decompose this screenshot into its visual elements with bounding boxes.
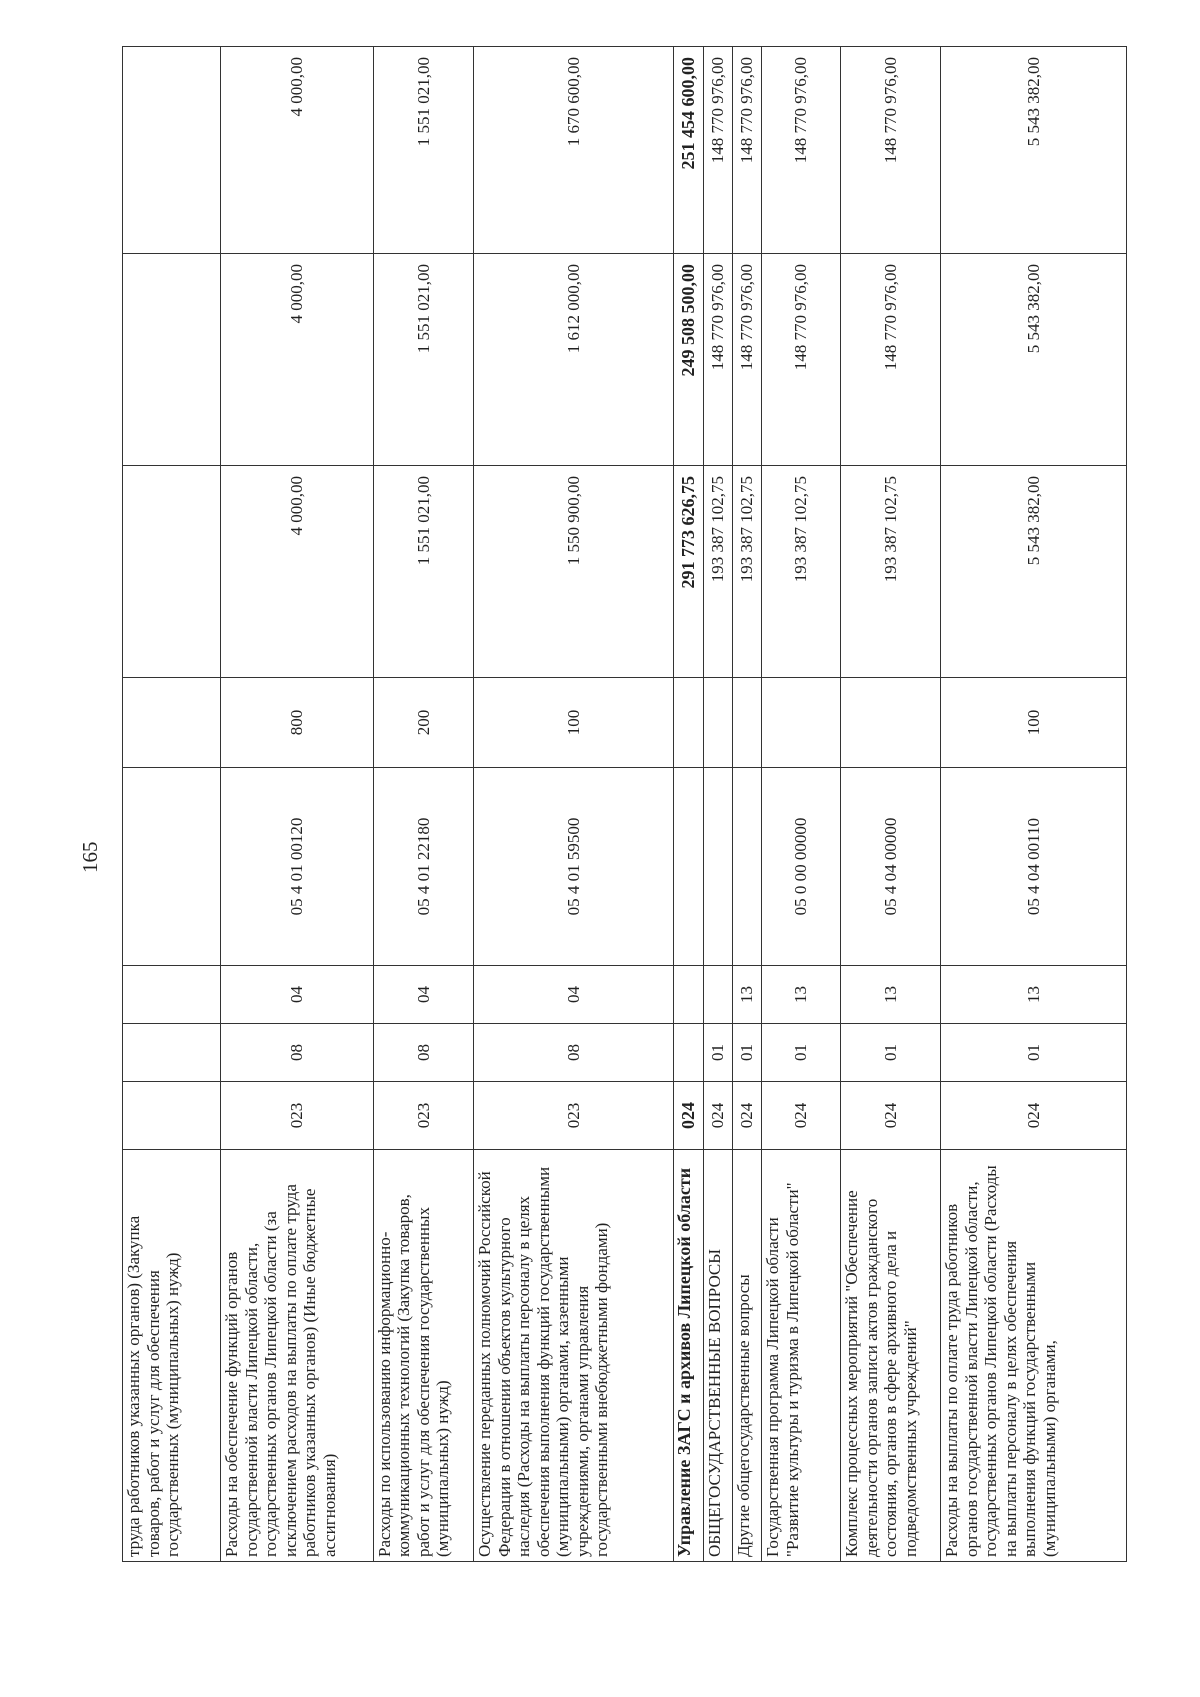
cell-rz: 08 <box>221 1024 374 1082</box>
cell-vr <box>841 678 941 768</box>
cell-gr: 023 <box>373 1082 473 1150</box>
cell-gr: 023 <box>221 1082 374 1150</box>
table-row <box>474 47 674 1562</box>
cell-sum3: 148 770 976,00 <box>762 47 841 254</box>
cell-rz: 08 <box>474 1024 674 1082</box>
cell-vr <box>732 678 761 768</box>
cell-csr <box>674 768 703 966</box>
table-row <box>674 47 703 1562</box>
cell-vr <box>674 678 703 768</box>
cell-vr <box>762 678 841 768</box>
cell-csr <box>123 768 221 966</box>
cell-name: Расходы на обеспечение функций органов государственной власти Липецкой области, государственных органов Липецкой области (за исключением расходов на выплаты по оплате труда работников указанных органов) (Иные бюджетные ассигнования) <box>221 1150 374 1562</box>
cell-name: труда работников указанных органов) (Закупка товаров, работ и услуг для обеспечения государственных (муниципальных) нужд) <box>123 1150 221 1562</box>
cell-csr <box>732 768 761 966</box>
cell-rz: 01 <box>941 1024 1127 1082</box>
cell-name: ОБЩЕГОСУДАРСТВЕННЫЕ ВОПРОСЫ <box>703 1150 732 1562</box>
cell-csr <box>703 768 732 966</box>
cell-rz: 01 <box>732 1024 761 1082</box>
cell-sum1: 291 773 626,75 <box>674 466 703 678</box>
cell-vr <box>123 678 221 768</box>
cell-gr <box>123 1082 221 1150</box>
cell-sum1: 4 000,00 <box>221 466 374 678</box>
cell-sum2: 148 770 976,00 <box>762 254 841 466</box>
cell-sum1: 1 550 900,00 <box>474 466 674 678</box>
cell-csr: 05 4 01 59500 <box>474 768 674 966</box>
table-row <box>732 47 761 1562</box>
cell-sum3: 148 770 976,00 <box>732 47 761 254</box>
cell-csr: 05 4 01 22180 <box>373 768 473 966</box>
cell-gr: 024 <box>732 1082 761 1150</box>
cell-pr: 04 <box>221 966 374 1024</box>
cell-pr: 04 <box>474 966 674 1024</box>
cell-vr <box>703 678 732 768</box>
cell-gr: 023 <box>474 1082 674 1150</box>
cell-pr: 04 <box>373 966 473 1024</box>
cell-pr <box>123 966 221 1024</box>
cell-pr <box>703 966 732 1024</box>
budget-table-rotated <box>122 47 1127 1562</box>
cell-vr: 800 <box>221 678 374 768</box>
cell-sum2: 1 551 021,00 <box>373 254 473 466</box>
cell-sum3: 148 770 976,00 <box>703 47 732 254</box>
cell-sum2 <box>123 254 221 466</box>
cell-csr: 05 0 00 00000 <box>762 768 841 966</box>
cell-rz: 01 <box>703 1024 732 1082</box>
cell-sum2: 5 543 382,00 <box>941 254 1127 466</box>
cell-sum2: 148 770 976,00 <box>703 254 732 466</box>
cell-sum2: 249 508 500,00 <box>674 254 703 466</box>
cell-rz: 01 <box>762 1024 841 1082</box>
cell-pr: 13 <box>941 966 1127 1024</box>
cell-csr: 05 4 04 00110 <box>941 768 1127 966</box>
cell-name: Другие общегосударственные вопросы <box>732 1150 761 1562</box>
cell-name: Осуществление переданных полномочий Российской Федерации в отношении объектов культурного наследия (Расходы на выплаты персоналу в целях обеспечения выполнения функций государственными (муниципальными) органами, казенными учреждениями, органами управления государственными внебюджетными фондами) <box>474 1150 674 1562</box>
cell-sum2: 148 770 976,00 <box>732 254 761 466</box>
cell-sum1: 5 543 382,00 <box>941 466 1127 678</box>
cell-pr: 13 <box>762 966 841 1024</box>
cell-vr: 100 <box>474 678 674 768</box>
cell-name: Государственная программа Липецкой области "Развитие культуры и туризма в Липецкой области" <box>762 1150 841 1562</box>
cell-name: Управление ЗАГС и архивов Липецкой области <box>674 1150 703 1562</box>
cell-rz <box>123 1024 221 1082</box>
cell-rz: 01 <box>841 1024 941 1082</box>
budget-table <box>122 46 1127 1562</box>
table-row <box>373 47 473 1562</box>
cell-rz <box>674 1024 703 1082</box>
table-row <box>123 47 221 1562</box>
cell-pr <box>674 966 703 1024</box>
cell-sum3 <box>123 47 221 254</box>
cell-csr: 05 4 01 00120 <box>221 768 374 966</box>
cell-csr: 05 4 04 00000 <box>841 768 941 966</box>
cell-vr: 100 <box>941 678 1127 768</box>
cell-gr: 024 <box>762 1082 841 1150</box>
cell-gr: 024 <box>674 1082 703 1150</box>
cell-gr: 024 <box>941 1082 1127 1150</box>
table-row <box>941 47 1127 1562</box>
page-number: 165 <box>78 841 102 873</box>
cell-sum3: 148 770 976,00 <box>841 47 941 254</box>
cell-pr: 13 <box>732 966 761 1024</box>
cell-sum3: 251 454 600,00 <box>674 47 703 254</box>
cell-sum1: 193 387 102,75 <box>762 466 841 678</box>
table-row <box>221 47 374 1562</box>
cell-name: Расходы на выплаты по оплате труда работников органов государственной власти Липецкой области, государственных органов Липецкой области (Расходы на выплаты персоналу в целях обеспечения выполнения функций государственными (муниципальными) органами, <box>941 1150 1127 1562</box>
cell-gr: 024 <box>841 1082 941 1150</box>
cell-sum2: 4 000,00 <box>221 254 374 466</box>
cell-sum1 <box>123 466 221 678</box>
cell-sum2: 1 612 000,00 <box>474 254 674 466</box>
cell-name: Расходы по использованию информационно-коммуникационных технологий (Закупка товаров, работ и услуг для обеспечения государственных (муниципальных) нужд) <box>373 1150 473 1562</box>
cell-sum2: 148 770 976,00 <box>841 254 941 466</box>
cell-name: Комплекс процессных мероприятий "Обеспечение деятельности органов записи актов гражданского состояния, органов в сфере архивного дела и подведомственных учреждений" <box>841 1150 941 1562</box>
table-row <box>703 47 732 1562</box>
cell-sum1: 193 387 102,75 <box>703 466 732 678</box>
cell-gr: 024 <box>703 1082 732 1150</box>
cell-sum3: 5 543 382,00 <box>941 47 1127 254</box>
table-row <box>841 47 941 1562</box>
cell-pr: 13 <box>841 966 941 1024</box>
cell-sum3: 1 670 600,00 <box>474 47 674 254</box>
table-row <box>762 47 841 1562</box>
cell-sum3: 1 551 021,00 <box>373 47 473 254</box>
cell-vr: 200 <box>373 678 473 768</box>
cell-sum1: 1 551 021,00 <box>373 466 473 678</box>
cell-sum3: 4 000,00 <box>221 47 374 254</box>
cell-sum1: 193 387 102,75 <box>841 466 941 678</box>
cell-sum1: 193 387 102,75 <box>732 466 761 678</box>
cell-rz: 08 <box>373 1024 473 1082</box>
